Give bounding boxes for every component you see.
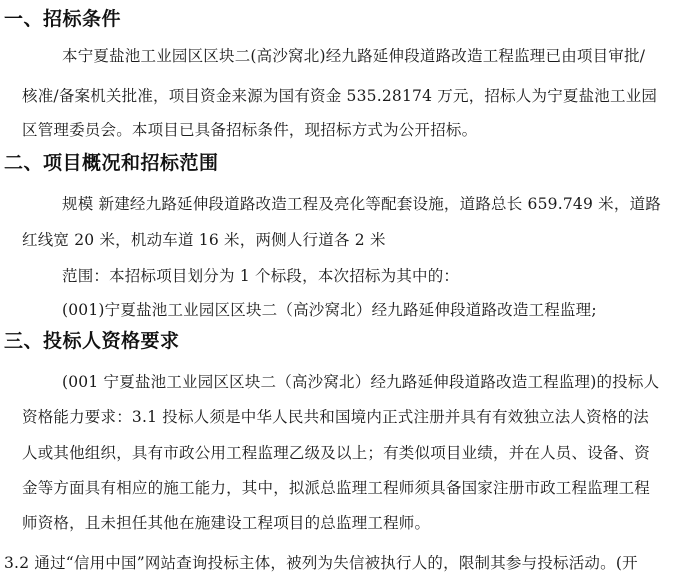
paragraph-line: (001)宁夏盐池工业园区区块二（高沙窝北）经九路延伸段道路改造工程监理; [62, 301, 597, 319]
paragraph-line: 金等方面具有相应的施工能力，其中，拟派总监理工程师须具备国家注册市政工程监理工程 [22, 479, 651, 497]
paragraph-line: 资格能力要求：3.1 投标人须是中华人民共和国境内正式注册并具有有效独立法人资格的法 [22, 408, 649, 426]
section-heading-project-overview: 二、项目概况和招标范围 [4, 152, 219, 174]
section-heading-bidding-conditions: 一、招标条件 [4, 8, 122, 30]
section-heading-bidder-qualifications: 三、投标人资格要求 [4, 330, 180, 352]
paragraph-line: 本宁夏盐池工业园区区块二(高沙窝北)经九路延伸段道路改造工程监理已由项目审批/ [62, 47, 646, 65]
paragraph-line: 区管理委员会。本项目已具备招标条件，现招标方式为公开招标。 [22, 121, 478, 139]
paragraph-line: 3.2 通过“信用中国”网站查询投标主体，被列为失信被执行人的，限制其参与投标活动。(开 [4, 554, 638, 572]
paragraph-line: 红线宽 20 米，机动车道 16 米，两侧人行道各 2 米 [22, 231, 386, 249]
paragraph-line: 范围：本招标项目划分为 1 个标段，本次招标为其中的： [62, 267, 460, 285]
paragraph-line: (001 宁夏盐池工业园区区块二（高沙窝北）经九路延伸段道路改造工程监理)的投标人 [62, 373, 660, 391]
paragraph-line: 规模 新建经九路延伸段道路改造工程及亮化等配套设施，道路总长 659.749 米，道路 [62, 195, 661, 213]
paragraph-line: 核准/备案机关批准，项目资金来源为国有资金 535.28174 万元，招标人为宁夏盐池工业园 [22, 87, 658, 105]
paragraph-line: 人或其他组织，具有市政公用工程监理乙级及以上；有类似项目业绩，并在人员、设备、资 [22, 444, 651, 462]
paragraph-line: 师资格，且未担任其他在施建设工程项目的总监理工程师。 [22, 514, 431, 532]
